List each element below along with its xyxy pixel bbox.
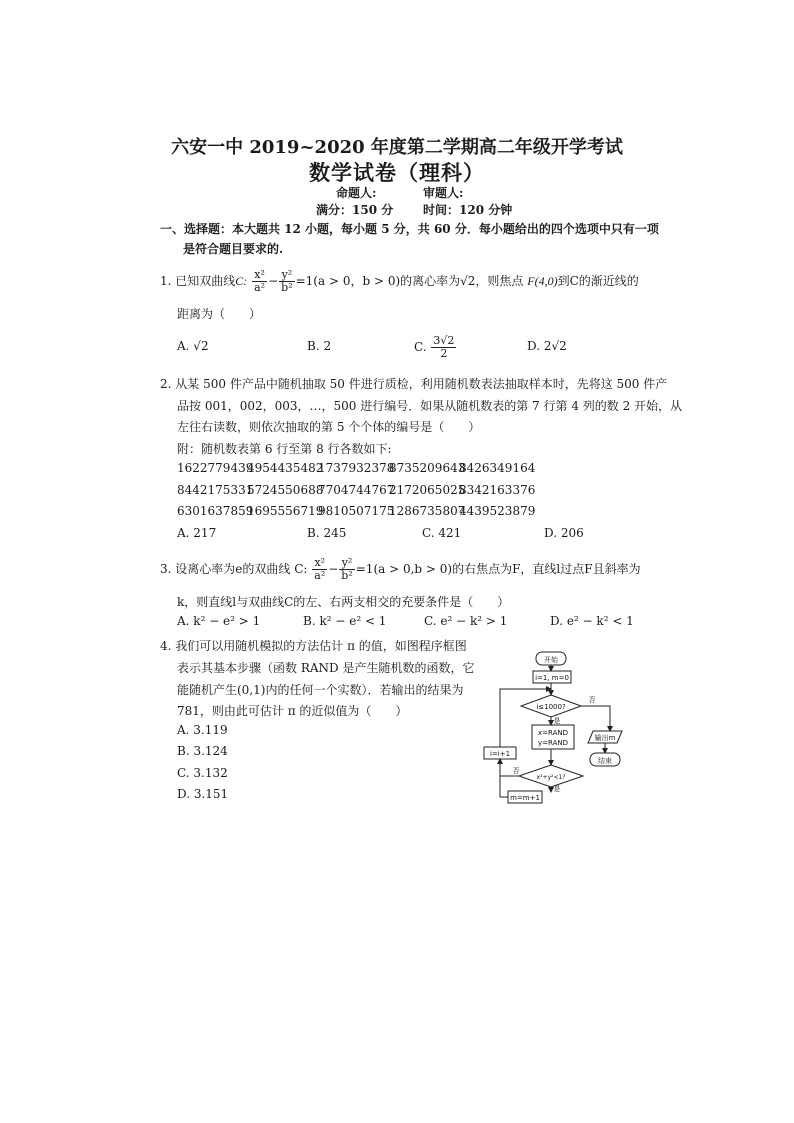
q2-row-1-c5: 8426349164	[459, 461, 536, 475]
section-heading-cont: 是符合题目要求的.	[183, 242, 284, 256]
q4-option-c: C. 3.132	[177, 766, 228, 780]
flow-cond1-text: i≤1000?	[536, 703, 566, 711]
q3-option-b: B. k² − e² < 1	[303, 614, 387, 628]
flow-yes2-text: 是	[553, 785, 561, 793]
q1-option-d: D. 2√2	[527, 339, 567, 353]
q2-row-3-c5: 4439523879	[459, 504, 536, 518]
flow-cond2-text: x²+y²<1?	[536, 774, 566, 781]
flow-end-text: 结束	[598, 757, 612, 765]
q2-row-1-c2: 4954435482	[247, 461, 324, 475]
q1-option-b: B. 2	[307, 339, 332, 353]
q2-line3: 左往右读数，则依次抽取的第 5 个个体的编号是（ ）	[177, 420, 481, 434]
flow-init-text: i=1, m=0	[535, 674, 569, 682]
q4-option-d: D. 3.151	[177, 787, 229, 801]
flow-yes1-text: 是	[553, 717, 561, 725]
q1-line2: 距离为（ ）	[177, 307, 262, 321]
flow-inc-m-text: m=m+1	[510, 794, 540, 802]
q3-option-d: D. e² − k² < 1	[550, 614, 634, 628]
reviewer-label: 审题人:	[423, 186, 464, 200]
q4-line3: 能随机产生(0,1)内的任何一个实数）．若输出的结果为	[177, 683, 464, 697]
q2-note: 附：随机数表第 6 行至第 8 行各数如下:	[177, 442, 392, 456]
q2-row-2-c2: 5724550688	[247, 483, 324, 497]
q2-row-1-c3: 1737932378	[318, 461, 395, 475]
q2-option-a: A. 217	[177, 526, 217, 540]
question-3: 3. 设离心率为e的双曲线 C: $\frac{\text{x²}}{\text{a²}}$ − $\frac{\text{y²}}{\text{b²}}$ =1(a > 0,b > 0)的右焦点为F，直线l过点F且斜率为	[160, 556, 641, 582]
q2-row-3-c2: 1695556719	[247, 504, 324, 518]
q1-option-c: C. $\frac{3√2}{2}$	[414, 334, 455, 360]
q3-frac-y: $\frac{\text{y²}}{\text{b²}}$	[341, 556, 353, 582]
question-1: 1. 已知双曲线C: $\frac{\text{x²}}{\text{a²}}$ − $\frac{\text{y²}}{\text{b²}}$ =1(a > 0，b > 0)的离心率为√2，则焦点 F(4,0)到C的渐近线的	[160, 268, 639, 294]
flow-assign1-text: x=RAND	[537, 729, 569, 737]
q3-line2: k，则直线l与双曲线C的左、右两支相交的充要条件是（ ）	[177, 595, 510, 609]
q4-option-a: A. 3.119	[177, 723, 228, 737]
q2-row-1-c4: 8735209643	[389, 461, 466, 475]
q2-option-d: D. 206	[544, 526, 584, 540]
section-heading: 一、选择题：本大题共 12 小题，每小题 5 分，共 60 分．每小题给出的四个选项中只有一项	[160, 222, 659, 236]
proposer-label: 命题人:	[336, 186, 377, 200]
exam-title: 六安一中 2019~2020 年度第二学期高二年级开学考试	[171, 137, 623, 158]
q2-option-b: B. 245	[307, 526, 347, 540]
flow-no1-text: 否	[588, 696, 596, 704]
q2-row-2-c3: 7704744767	[318, 483, 395, 497]
q2-row-2-c1: 8442175331	[177, 483, 254, 497]
program-flowchart	[480, 645, 628, 808]
q2-line2: 品按 001，002，003，…，500 进行编号．如果从随机数表的第 7 行第 4 列的数 2 开始，从	[177, 399, 683, 413]
q2-row-3-c3: 9810507175	[318, 504, 395, 518]
exam-time: 时间：120 分钟	[423, 203, 513, 217]
flow-no2-text: 否	[512, 767, 520, 775]
q4-line2: 表示其基本步骤（函数 RAND 是产生随机数的函数，它	[177, 661, 475, 675]
flow-start-text: 开始	[544, 656, 558, 664]
full-score: 满分：150 分	[316, 203, 394, 217]
q3-option-a: A. k² − e² > 1	[177, 614, 261, 628]
q2-row-2-c4: 2172065025	[389, 483, 466, 497]
q4-line4: 781，则由此可估计 π 的近似值为（ ）	[177, 704, 408, 718]
flow-assign2-text: y=RAND	[537, 739, 569, 747]
q2-row-2-c5: 8342163376	[459, 483, 536, 497]
q2-row-1-c1: 1622779439	[177, 461, 254, 475]
q1-option-a: A. √2	[177, 339, 209, 353]
q1-option-c-frac: $\frac{3√2}{2}$	[433, 334, 455, 360]
q3-frac-x: $\frac{\text{x²}}{\text{a²}}$	[314, 556, 326, 582]
q2-option-c: C. 421	[422, 526, 462, 540]
q2-row-3-c4: 1286735807	[389, 504, 466, 518]
q3-option-c: C. e² − k² > 1	[424, 614, 508, 628]
q2-row-3-c1: 6301637859	[177, 504, 254, 518]
q1-frac-x: $\frac{\text{x²}}{\text{a²}}$	[254, 268, 266, 294]
flow-output-text: 输出m	[594, 734, 616, 742]
exam-subtitle: 数学试卷（理科）	[309, 160, 485, 185]
q1-number: 1.	[160, 274, 172, 288]
q1-frac-y: $\frac{\text{y²}}{\text{b²}}$	[281, 268, 293, 294]
flow-inc-i-text: i=i+1	[489, 750, 511, 758]
question-4: 4. 我们可以用随机模拟的方法估计 π 的值，如图程序框图	[160, 639, 467, 653]
q4-option-b: B. 3.124	[177, 744, 228, 758]
question-2: 2. 从某 500 件产品中随机抽取 50 件进行质检，利用随机数表法抽取样本时，先将这 500 件产	[160, 377, 668, 391]
